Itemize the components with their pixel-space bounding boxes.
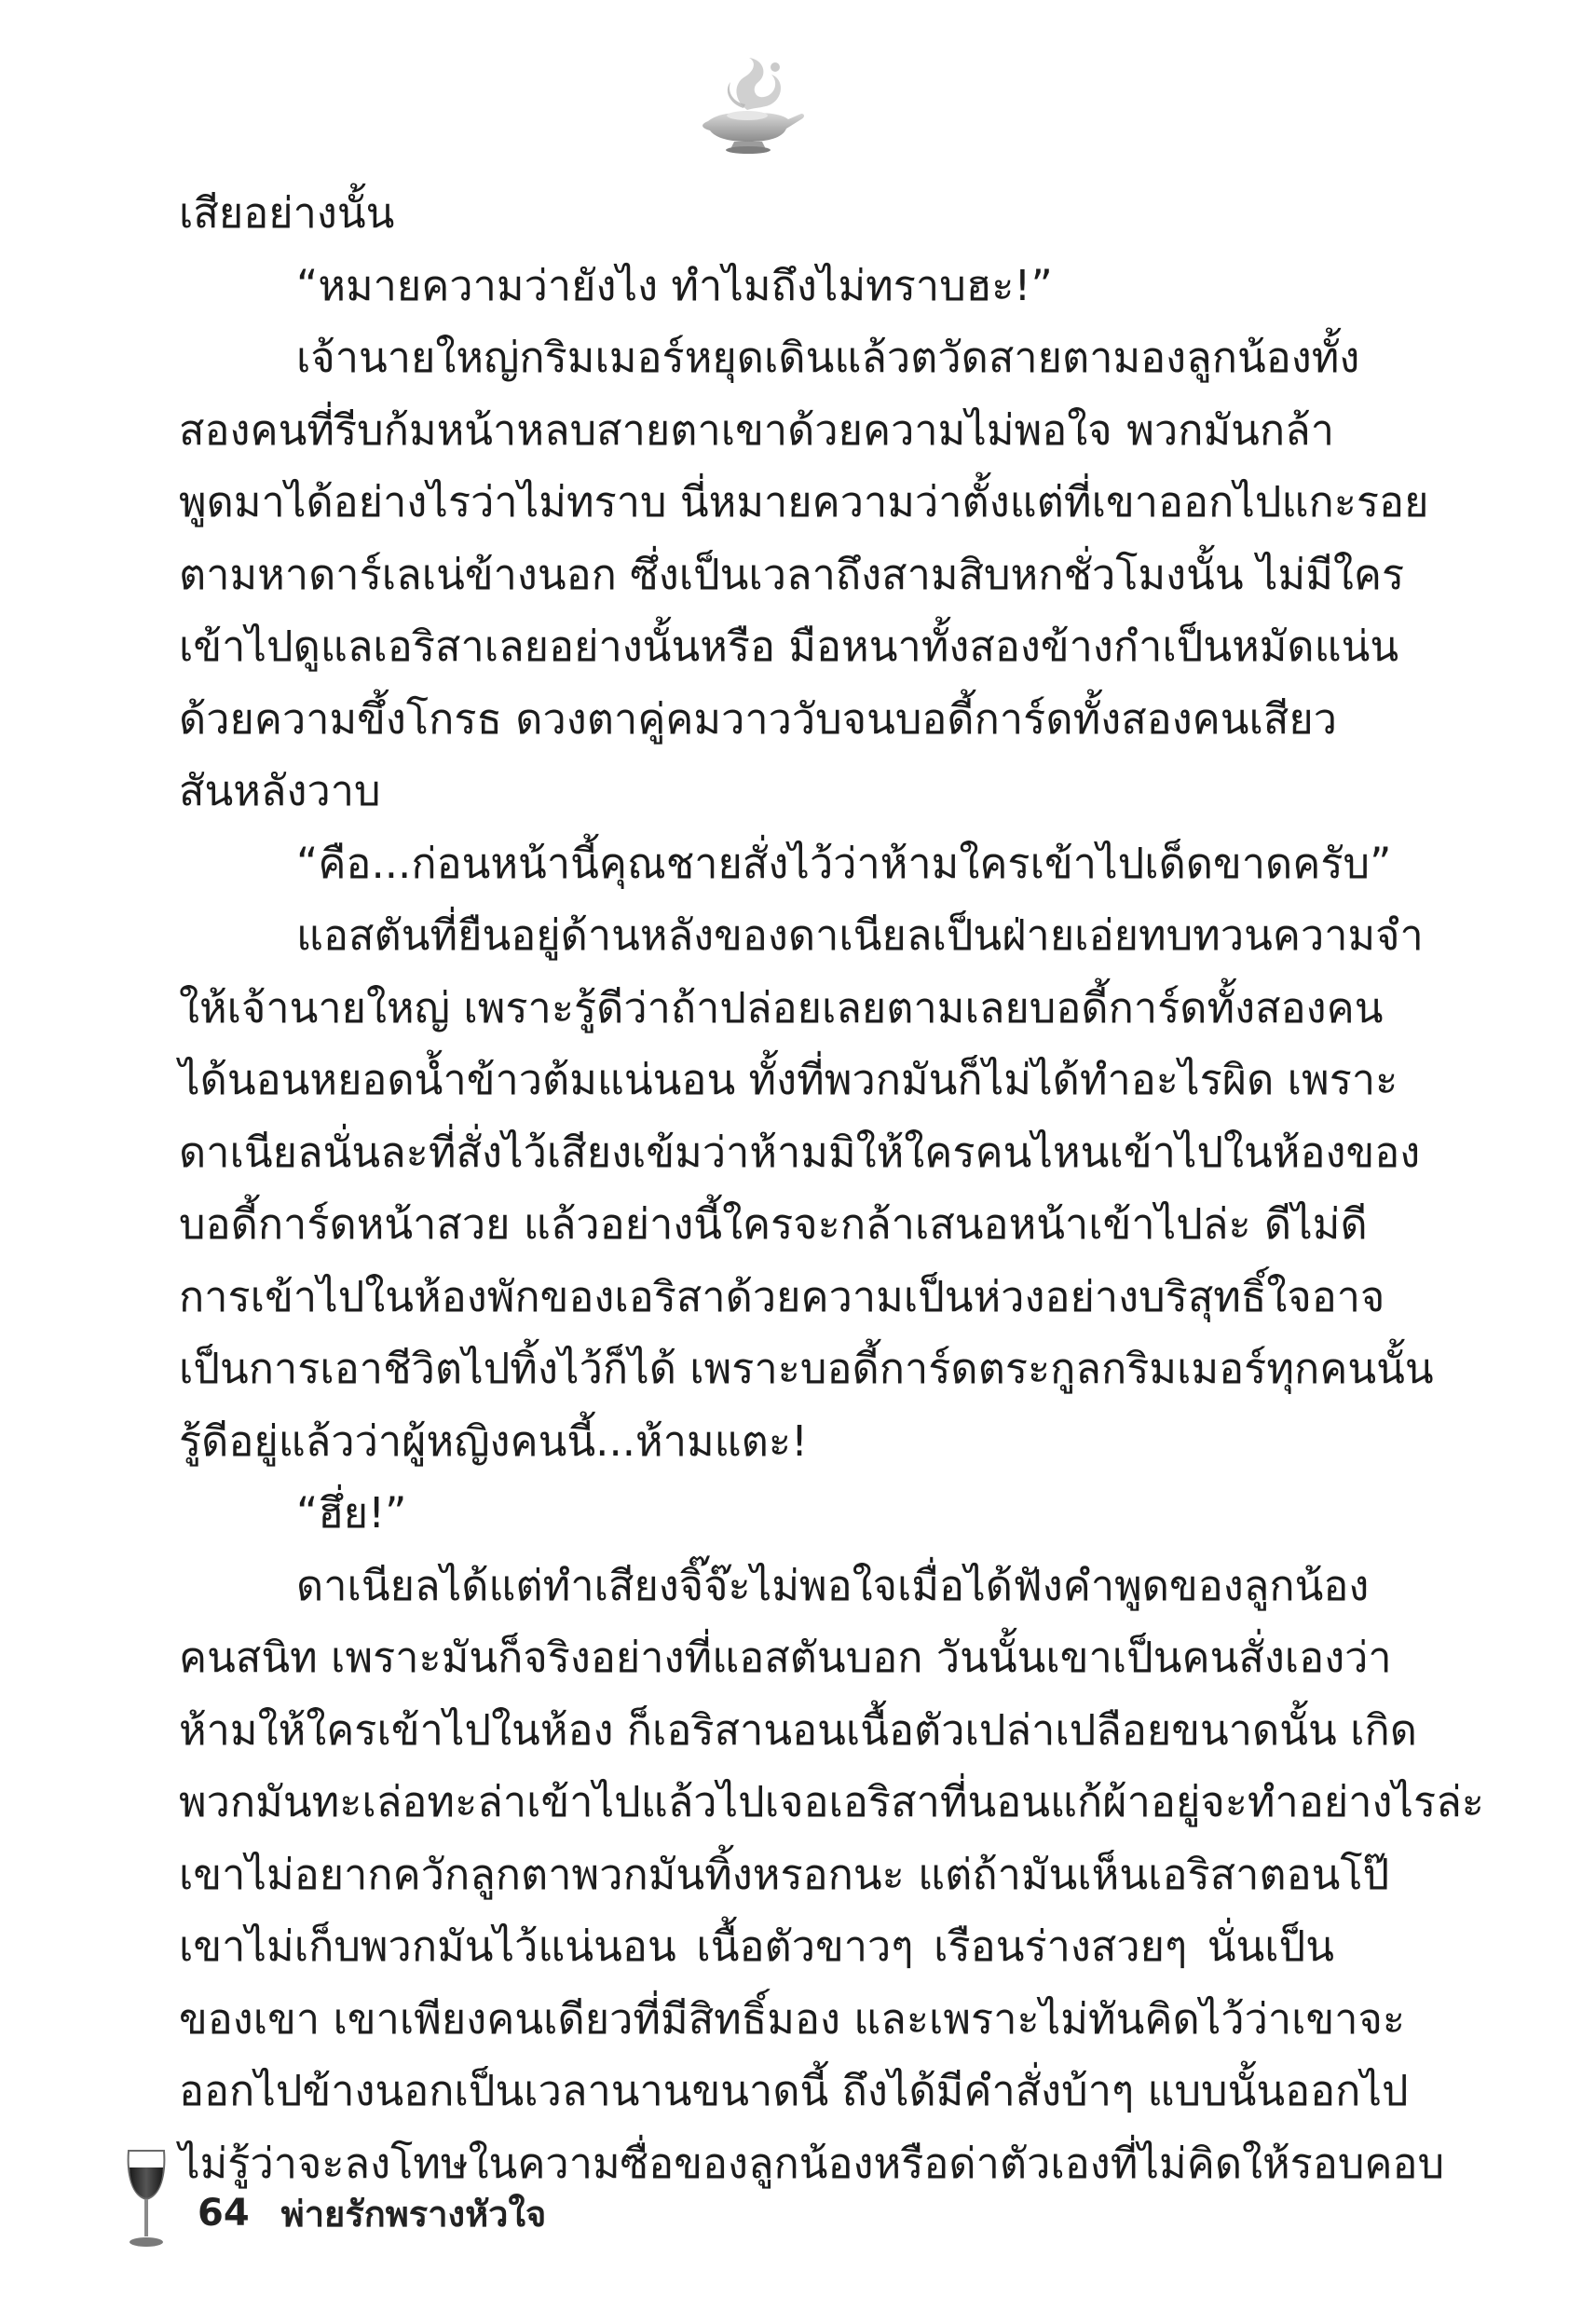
text-line: “คือ...ก่อนหน้านี้คุณชายสั่งไว้ว่าห้ามใครเข้าไปเด็ดขาดครับ” <box>296 838 1392 888</box>
book-title: พ่ายรักพรางหัวใจ <box>280 2193 547 2235</box>
text-line: พูดมาได้อย่างไรว่าไม่ทราบ นี่หมายความว่าตั้งแต่ที่เขาออกไปแกะรอย <box>179 477 1429 526</box>
genie-lamp-icon <box>689 56 811 158</box>
text-line: การเข้าไปในห้องพักของเอริสาด้วยความเป็นห่วงอย่างบริสุทธิ์ใจอาจ <box>179 1271 1385 1321</box>
text-line: เขาไม่อยากควักลูกตาพวกมันทิ้งหรอกนะ แต่ถ้ามันเห็นเอริสาตอนโป๊ <box>179 1849 1390 1899</box>
text-line: รู้ดีอยู่แล้วว่าผู้หญิงคนนี้...ห้ามแตะ! <box>179 1415 809 1466</box>
text-line: บอดี้การ์ดหน้าสวย แล้วอย่างนี้ใครจะกล้าเสนอหน้าเข้าไปล่ะ ดีไม่ดี <box>179 1199 1368 1249</box>
text-line: ของเขา เขาเพียงคนเดียวที่มีสิทธิ์มอง และเพราะไม่ทันคิดไว้ว่าเขาจะ <box>179 1993 1406 2044</box>
text-line: ไม่รู้ว่าจะลงโทษในความซื่อของลูกน้องหรือด่าตัวเองที่ไม่คิดให้รอบคอบ <box>179 2138 1445 2188</box>
text-line: เจ้านายใหญ่กริมเมอร์หยุดเดินแล้วตวัดสายตามองลูกน้องทั้ง <box>296 333 1360 382</box>
text-line: สันหลังวาบ <box>179 766 381 815</box>
page-number: 64 <box>198 2192 250 2235</box>
text-line: สองคนที่รีบก้มหน้าหลบสายตาเขาด้วยความไม่พอใจ พวกมันกล้า <box>179 404 1334 455</box>
text-line: ออกไปข้างนอกเป็นเวลานานขนาดนี้ ถึงได้มีคำสั่งบ้าๆ แบบนั้นออกไป <box>179 2066 1409 2115</box>
wine-glass-icon <box>123 2147 170 2251</box>
page-footer <box>123 2143 546 2255</box>
text-line: เป็นการเอาชีวิตไปทิ้งไว้ก็ได้ เพราะบอดี้การ์ดตระกูลกริมเมอร์ทุกคนนั้น <box>179 1344 1434 1393</box>
text-line: แอสตันที่ยืนอยู่ด้านหลังของดาเนียลเป็นฝ่ายเอ่ยทบทวนความจำ <box>296 910 1424 960</box>
text-line: ด้วยความขึ้งโกรธ ดวงตาคู่คมวาววับจนบอดี้การ์ดทั้งสองคนเสียว <box>179 693 1338 744</box>
body-text <box>179 177 1484 2199</box>
text-line: ดาเนียลนั่นละที่สั่งไว้เสียงเข้มว่าห้ามมิให้ใครคนไหนเข้าไปในห้องของ <box>179 1127 1421 1177</box>
text-line: คนสนิท เพราะมันก็จริงอย่างที่แอสตันบอก วันนั้นเขาเป็นคนสั่งเองว่า <box>179 1633 1392 1682</box>
text-line: ให้เจ้านายใหญ่ เพราะรู้ดีว่าถ้าปล่อยเลยตามเลยบอดี้การ์ดทั้งสองคน <box>179 982 1384 1032</box>
text-line: เข้าไปดูแลเอริสาเลยอย่างนั้นหรือ มือหนาทั้งสองข้างกำเป็นหมัดแน่น <box>179 622 1399 671</box>
text-line: “ฮึ่ย!” <box>296 1488 407 1538</box>
text-line: ห้ามให้ใครเข้าไปในห้อง ก็เอริสานอนเนื้อตัวเปล่าเปลือยขนาดนั้น เกิด <box>179 1704 1417 1755</box>
text-line: เขาไม่เก็บพวกมันไว้แน่นอน เนื้อตัวขาวๆ เรือนร่างสวยๆ นั่นเป็น <box>179 1921 1334 1971</box>
text-line: ได้นอนหยอดน้ำข้าวต้มแน่นอน ทั้งที่พวกมันก็ไม่ได้ทำอะไรผิด เพราะ <box>179 1055 1398 1104</box>
text-line: “หมายความว่ายังไง ทำไมถึงไม่ทราบฮะ!” <box>296 260 1053 310</box>
text-line: เสียอย่างนั้น <box>179 188 395 238</box>
text-line: พวกมันทะเล่อทะล่าเข้าไปแล้วไปเจอเอริสาที่นอนแก้ผ้าอยู่จะทำอย่างไรล่ะ <box>179 1777 1484 1826</box>
text-line: ดาเนียลได้แต่ทำเสียงจิ๊จ๊ะไม่พอใจเมื่อได้ฟังคำพูดของลูกน้อง <box>296 1560 1370 1610</box>
text-line: ตามหาดาร์เลเน่ข้างนอก ซึ่งเป็นเวลาถึงสามสิบหกชั่วโมงนั้น ไม่มีใคร <box>179 549 1405 599</box>
